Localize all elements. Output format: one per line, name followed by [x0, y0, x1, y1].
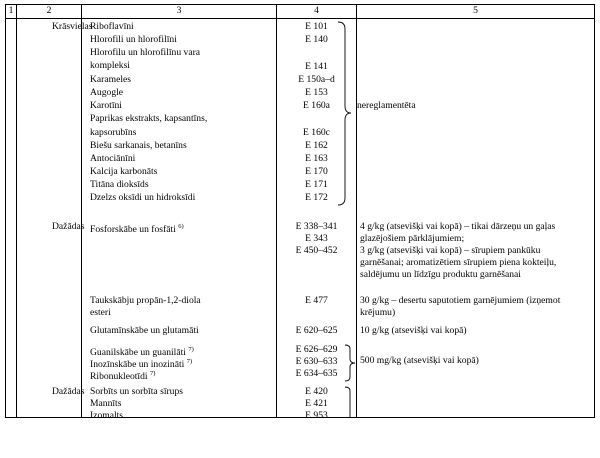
additive-name: Riboflavīni	[90, 21, 134, 32]
limit-text: 4 g/kg (atsevišķi vai kopā) – tikai dārzeņu un gaļas	[360, 221, 556, 232]
e-code: E 172	[305, 192, 328, 203]
additive-name: Mannīts	[90, 398, 122, 409]
e-code: E 477	[305, 295, 328, 306]
limit-text: saldējumu un līdzīgu produktu garnēšanai	[360, 269, 521, 280]
footnote-ref: 7)	[149, 370, 156, 377]
header-col-4: 4	[314, 5, 319, 16]
footnote-ref: 7)	[186, 358, 193, 365]
additive-name: Karameles	[90, 74, 132, 85]
brace-icon	[344, 344, 358, 382]
e-code: E 163	[305, 153, 328, 164]
e-code: E 160c	[303, 127, 330, 138]
e-code: E 953	[305, 411, 328, 419]
additive-name: Sorbīts un sorbīta sīrups	[90, 386, 184, 397]
limit-text: 3 g/kg (atsevišķi vai kopā) – sīrupiem pankūku	[360, 245, 541, 256]
e-code: E 421	[305, 398, 328, 409]
additive-name: esteri	[90, 307, 111, 318]
additive-name: Guanilskābe un guanilāti $^{7)}$	[90, 346, 194, 359]
additive-name: kompleksi	[90, 60, 130, 71]
e-code: E 634–635	[295, 368, 338, 379]
e-code: E 141	[305, 61, 328, 72]
category-label: Dažādas	[52, 221, 85, 232]
additive-name: Hlorofilu un hlorofilīnu vara	[90, 47, 201, 58]
additive-name: Inozīnskābe un inozināti $^{7)}$	[90, 358, 193, 371]
additive-name: Hlorofili un hlorofilīni	[90, 34, 177, 45]
e-code: E 338–341	[295, 221, 338, 232]
e-code: E 626–629	[295, 344, 338, 355]
col-divider	[16, 5, 17, 417]
additive-name: Fosforskābe un fosfāti $^{6)}$	[90, 223, 184, 236]
limit-text: 30 g/kg – desertu saputotiem garnējumiem (izņemot	[360, 295, 561, 306]
header-col-2: 2	[46, 5, 52, 16]
footnote-ref: 7)	[188, 346, 194, 353]
brace-icon	[336, 21, 354, 206]
e-code: E 630–633	[295, 356, 338, 367]
category-label: Krāsvielas	[52, 21, 93, 32]
limit-text: garnēšanai; aromatizētiem sīrupiem piena kokteiļu,	[360, 257, 557, 268]
limit-text: nereglamentēta	[357, 100, 416, 111]
additive-name: Paprikas ekstrakts, kapsantīns,	[90, 113, 208, 124]
e-code: E 343	[305, 233, 328, 244]
col-divider	[81, 5, 82, 417]
e-code: E 170	[305, 166, 328, 177]
e-code: E 160a	[303, 100, 330, 111]
additive-name: Kalcija karbonāts	[90, 166, 158, 177]
header-col-5: 5	[473, 5, 478, 16]
additive-name: Dzelzs oksīdi un hidroksīdi	[90, 192, 196, 203]
additive-name: Biešu sarkanais, betanīns	[90, 140, 187, 151]
e-code: E 450–452	[295, 245, 338, 256]
additive-name: Taukskābju propān-1,2-diola	[90, 295, 201, 306]
header-col-3: 3	[176, 5, 182, 16]
e-code: E 620–625	[295, 325, 338, 336]
additive-name: Izomalts	[90, 411, 124, 419]
additive-name: Karotīni	[90, 100, 122, 111]
additive-name: Augogle	[90, 87, 124, 98]
additive-name: Glutamīnskābe un glutamāti	[90, 325, 199, 336]
e-code: E 171	[305, 179, 328, 190]
header-col-1: 1	[8, 5, 14, 16]
brace-icon	[344, 386, 358, 418]
header-divider	[6, 18, 594, 19]
limit-text: glazējošiem pārklājumiem;	[360, 233, 465, 244]
footnote-ref: 6)	[178, 223, 184, 230]
e-code: E 101	[305, 21, 328, 32]
category-label: Dažādas	[52, 386, 85, 397]
additive-name: kapsorubīns	[90, 127, 137, 138]
e-code: E 140	[305, 34, 328, 45]
additive-name: Ribonukleotīdi $^{7)}$	[90, 370, 156, 383]
additives-table	[5, 4, 595, 418]
e-code: E 153	[305, 87, 328, 98]
limit-text: 10 g/kg (atsevišķi vai kopā)	[360, 325, 467, 336]
additive-name: Antociānīni	[90, 153, 136, 164]
limit-text: 500 mg/kg (atsevišķi vai kopā)	[360, 355, 479, 366]
e-code: E 150a–d	[298, 74, 335, 85]
limit-text: krējumu)	[360, 307, 396, 318]
e-code: E 420	[305, 386, 328, 397]
additive-name: Titāna dioksīds	[90, 179, 149, 190]
e-code: E 162	[305, 140, 328, 151]
